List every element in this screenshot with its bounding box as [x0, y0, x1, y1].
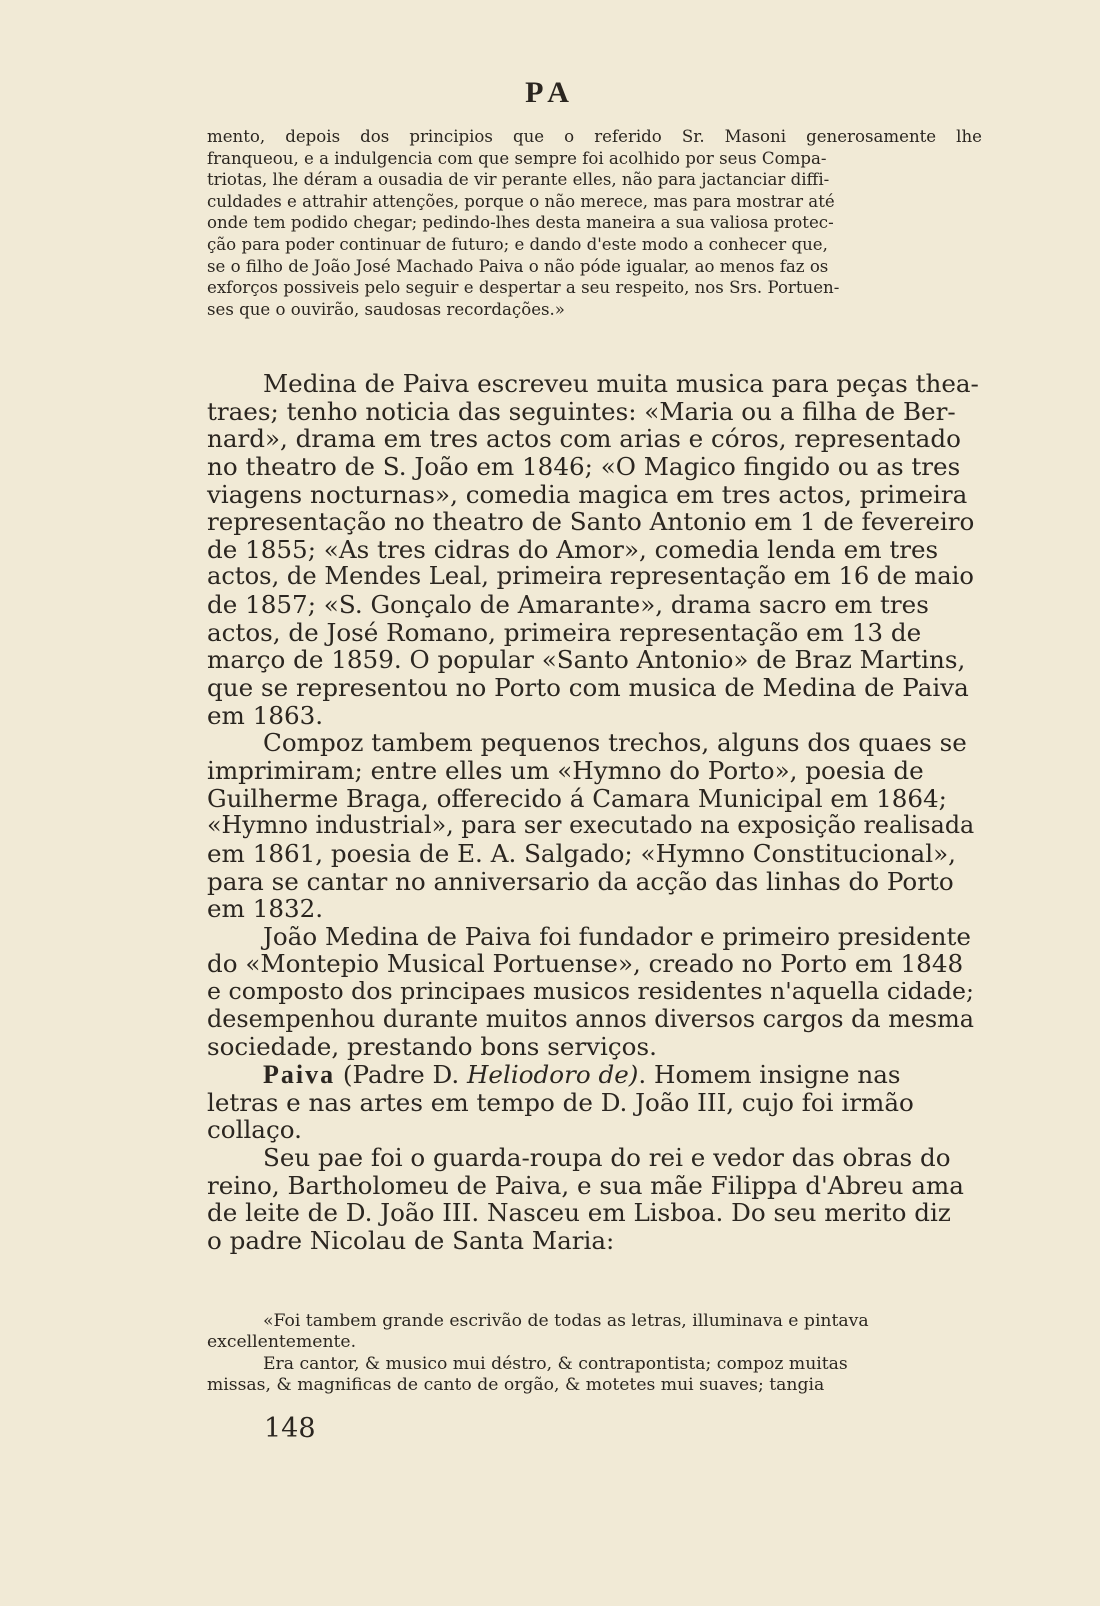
paragraph-line: em 1832.	[207, 894, 324, 924]
paragraph-line: viagens nocturnas», comedia magica em tres actos, primeira	[207, 479, 968, 509]
entry-headword: Paiva	[263, 1060, 336, 1090]
entry-italic-name: Heliodoro de)	[466, 1060, 639, 1090]
paragraph-line: de 1855; «As tres cidras do Amor», comedia lenda em tres	[207, 534, 939, 564]
paragraph-line: Guilherme Braga, offerecido á Camara Municipal em 1864;	[207, 783, 947, 813]
paragraph-line: nard», drama em tres actos com arias e córos, representado	[207, 424, 961, 454]
paragraph-line: representação no theatro de Santo Antonio em 1 de fevereiro	[207, 507, 975, 537]
quote-top-line: se o filho de João José Machado Paiva o não póde igualar, ao menos faz os	[207, 256, 829, 276]
paragraph-line: e composto dos principaes musicos residentes n'aquella cidade;	[207, 977, 974, 1006]
quote-top-line: franqueou, e a indulgencia com que sempre foi acolhido por seus Compa-	[207, 148, 827, 168]
paragraph-line: do «Montepio Musical Portuense», creado no Porto em 1848	[207, 949, 964, 979]
quote-top-line: onde tem podido chegar; pedindo-lhes desta maneira a sua valiosa protec-	[207, 213, 834, 233]
paragraph-line: actos, de José Romano, primeira representação em 13 de	[207, 617, 922, 647]
quote-top-line: mento, depois dos principios que o referido Sr. Masoni generosamente lhe	[207, 127, 982, 146]
paragraph-line: «Hymno industrial», para ser executado na exposição realisada	[207, 811, 975, 840]
paragraph-line: que se representou no Porto com musica de Medina de Paiva	[207, 673, 969, 703]
paragraph-line: no theatro de S. João em 1846; «O Magico fingido ou as tres	[207, 451, 961, 481]
paragraph-line: Medina de Paiva escreveu muita musica para peças thea-	[263, 369, 979, 398]
paragraph-line: março de 1859. O popular «Santo Antonio» de Braz Martins,	[207, 645, 966, 675]
quote-top-line: ses que o ouvirão, saudosas recordações.»	[207, 299, 565, 319]
running-head: PA	[525, 76, 575, 109]
paragraph-line: para se cantar no anniversario da acção das linhas do Porto	[207, 866, 954, 896]
quote-bottom-line: missas, & magnificas de canto de orgão, & motetes mui suaves; tangia	[207, 1374, 825, 1395]
paragraph-line: reino, Bartholomeu de Paiva, e sua mãe Filippa d'Abreu ama	[207, 1170, 964, 1200]
quote-top-line: triotas, lhe déram a ousadia de vir perante elles, não para jactanciar diffi-	[207, 170, 830, 190]
page-number: 148	[264, 1413, 316, 1444]
paragraph-line: de 1857; «S. Gonçalo de Amarante», drama sacro em tres	[207, 590, 929, 620]
paragraph-line: Compoz tambem pequenos trechos, alguns dos quaes se	[263, 728, 967, 758]
quote-top-line: exforços possiveis pelo seguir e despertar a seu respeito, nos Srs. Portuen-	[207, 278, 840, 298]
paragraph-line: João Medina de Paiva foi fundador e primeiro presidente	[263, 921, 971, 951]
quote-top	[207, 126, 982, 320]
quote-top-line: ção para poder continuar de futuro; e dando d'este modo a conhecer que,	[207, 234, 828, 254]
paragraph-line: de leite de D. João III. Nasceu em Lisboa. Do seu merito diz	[207, 1198, 951, 1228]
paragraph-line: actos, de Mendes Leal, primeira representação em 16 de maio	[207, 562, 974, 591]
paragraph-line: traes; tenho noticia das seguintes: «Maria ou a filha de Ber-	[207, 396, 956, 426]
paragraph-line: imprimiram; entre elles um «Hymno do Porto», poesia de	[207, 755, 924, 785]
quote-bottom	[207, 1311, 982, 1396]
main-text	[207, 370, 982, 1255]
quote-bottom-line: «Foi tambem grande escrivão de todas as letras, illuminava e pintava	[263, 1311, 869, 1331]
paragraph-line: letras e nas artes em tempo de D. João III, cujo foi irmão	[207, 1087, 914, 1117]
paragraph-line: o padre Nicolau de Santa Maria:	[207, 1225, 615, 1255]
quote-bottom-line: Era cantor, & musico mui déstro, & contrapontista; compoz muitas	[263, 1353, 848, 1374]
quote-bottom-line: excellentemente.	[207, 1332, 357, 1353]
entry-text: . Homem insigne nas	[638, 1060, 901, 1090]
paragraph-line: em 1863.	[207, 700, 324, 730]
entry-first-line	[207, 1061, 982, 1089]
entry-text: (Padre D.	[335, 1060, 467, 1090]
paragraph-line: desempenhou durante muitos annos diversos cargos da mesma	[207, 1004, 975, 1033]
quote-top-line: culdades e attrahir attenções, porque o não merece, mas para mostrar até	[207, 191, 835, 211]
paragraph-line: em 1861, poesia de E. A. Salgado; «Hymno Constitucional»,	[207, 838, 956, 868]
paragraph-line: Seu pae foi o guarda-roupa do rei e vedor das obras do	[263, 1142, 951, 1172]
paragraph-line: collaço.	[207, 1115, 302, 1145]
paragraph-line: sociedade, prestando bons serviços.	[207, 1032, 657, 1062]
